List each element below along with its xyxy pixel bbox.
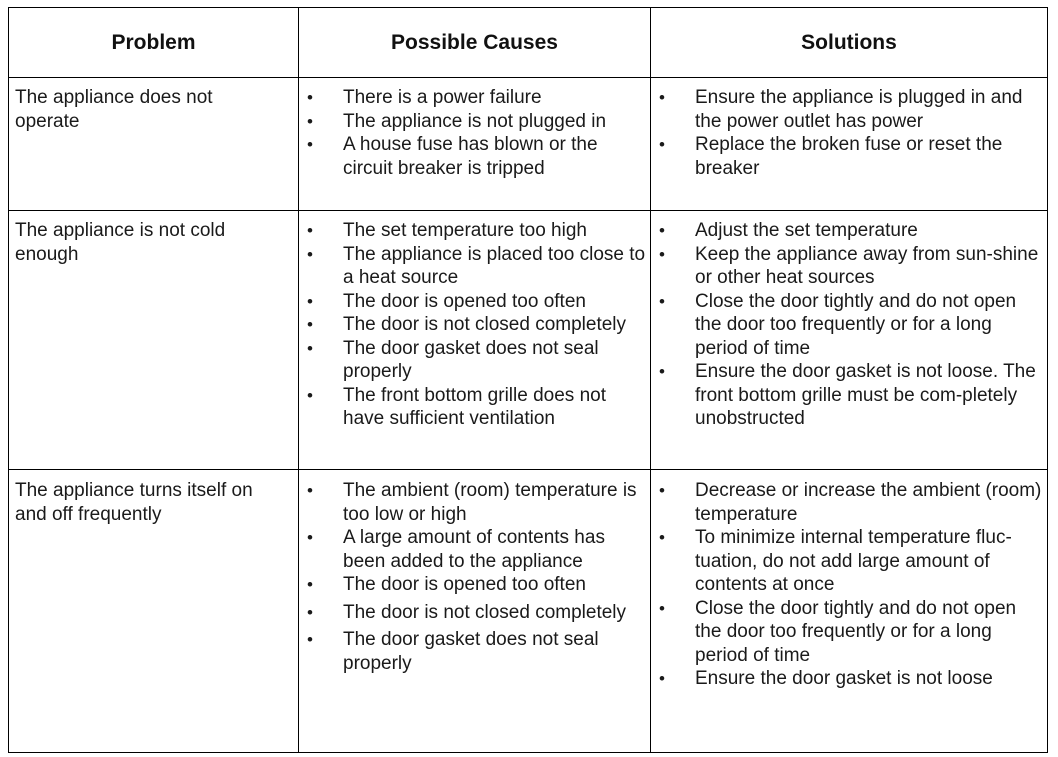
- list-item: • The set temperature too high: [303, 219, 648, 243]
- list-item: • Decrease or increase the ambient (room) temperature: [655, 479, 1043, 526]
- list-item: • Close the door tightly and do not open the door too frequently or for a long period of time: [655, 597, 1043, 668]
- row-3-causes: [303, 479, 648, 675]
- list-item: • Ensure the door gasket is not loose. The front bottom grille must be com-pletely unobstructed: [655, 360, 1043, 431]
- header-problem: Problem: [111, 31, 196, 54]
- list-item: • The door is not closed completely: [303, 313, 648, 337]
- list-item: • Replace the broken fuse or reset the breaker: [655, 133, 1043, 180]
- row-2-problem: The appliance is not cold enough: [15, 220, 226, 265]
- row-2-solutions: [655, 219, 1043, 431]
- row-2-causes: [303, 219, 648, 431]
- list-item: • The appliance is not plugged in: [303, 110, 648, 134]
- row-divider: [9, 469, 1047, 470]
- list-item: • The appliance is placed too close to a heat source: [303, 243, 648, 290]
- list-item: • The front bottom grille does not have sufficient ventilation: [303, 384, 648, 431]
- list-item: • The door is not closed completely: [303, 601, 648, 625]
- header-possible-causes: Possible Causes: [391, 31, 558, 54]
- list-item: • Close the door tightly and do not open the door too frequently or for a long period of time: [655, 290, 1043, 361]
- list-item: • The door is opened too often: [303, 290, 648, 314]
- list-item: • Keep the appliance away from sun-shine or other heat sources: [655, 243, 1043, 290]
- list-item: • Adjust the set temperature: [655, 219, 1043, 243]
- list-item: • A large amount of contents has been added to the appliance: [303, 526, 648, 573]
- row-divider: [9, 210, 1047, 211]
- column-divider: [298, 8, 299, 752]
- list-item: • The door gasket does not seal properly: [303, 628, 648, 675]
- list-item: • Ensure the appliance is plugged in and the power outlet has power: [655, 86, 1043, 133]
- row-1-solutions: [655, 86, 1043, 180]
- list-item: • The ambient (room) temperature is too low or high: [303, 479, 648, 526]
- list-item: • To minimize internal temperature fluc-tuation, do not add large amount of contents at once: [655, 526, 1043, 597]
- list-item: • There is a power failure: [303, 86, 648, 110]
- row-1-problem: The appliance does not operate: [15, 87, 213, 132]
- row-1-causes: [303, 86, 648, 180]
- row-3-solutions: [655, 479, 1043, 691]
- list-item: • The door is opened too often: [303, 573, 648, 597]
- row-3-problem: The appliance turns itself on and off frequently: [15, 480, 253, 525]
- list-item: • The door gasket does not seal properly: [303, 337, 648, 384]
- troubleshooting-table: [8, 7, 1048, 753]
- column-divider: [650, 8, 651, 752]
- header-solutions: Solutions: [801, 31, 897, 54]
- list-item: • A house fuse has blown or the circuit breaker is tripped: [303, 133, 648, 180]
- list-item: • Ensure the door gasket is not loose: [655, 667, 1043, 691]
